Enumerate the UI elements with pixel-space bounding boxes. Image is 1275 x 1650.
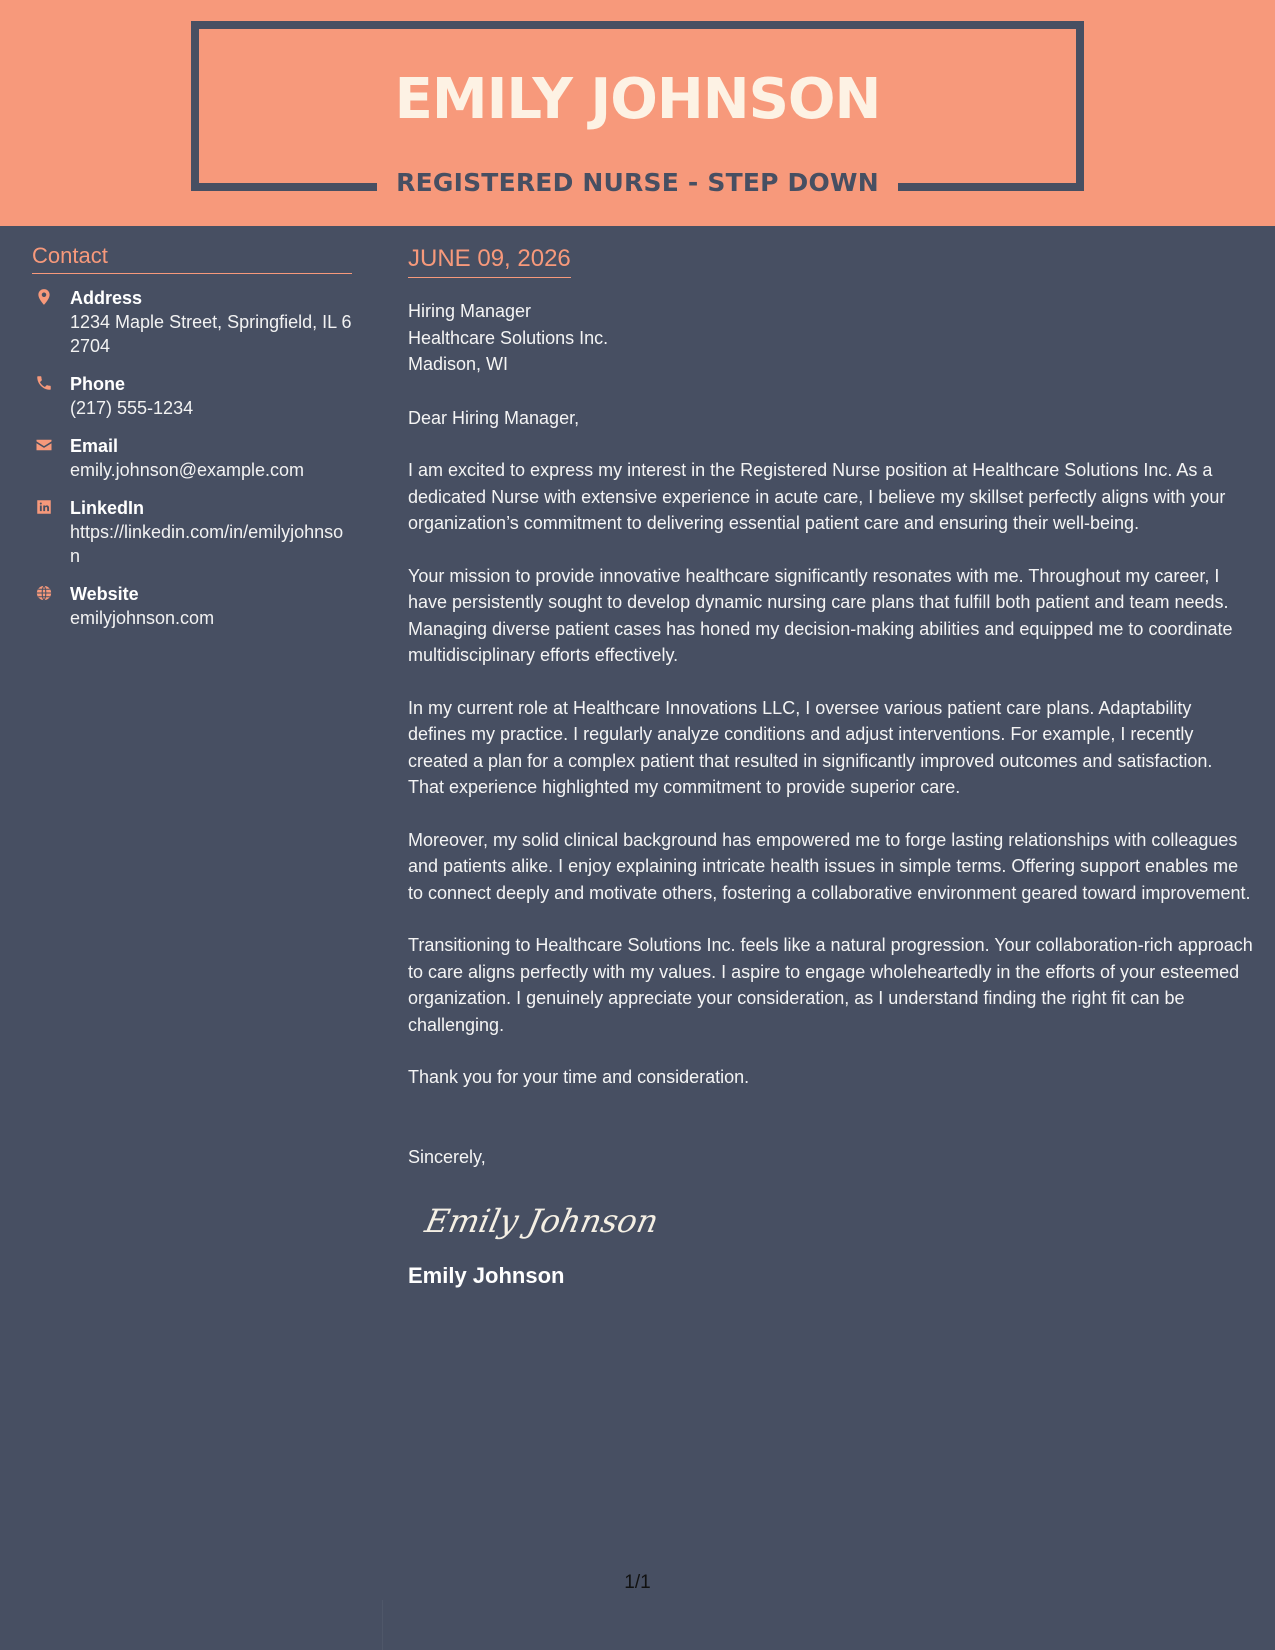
- header-banner: [0, 0, 1275, 226]
- letter-paragraph: I am excited to express my interest in the Registered Nurse position at Healthcare Solutions Inc. As a dedicated Nurse with extensive experience in acute care, I believe my skillset perfectly aligns with your organization’s commitment to delivering essential patient care and ensuring their well-being.: [408, 460, 1226, 533]
- recipient-block: [408, 298, 1253, 378]
- contact-list: [32, 286, 352, 630]
- website-label: Website: [70, 584, 139, 604]
- email-label: Email: [70, 436, 119, 456]
- contact-item-email: [32, 434, 352, 482]
- recipient-name: Hiring Manager: [408, 301, 532, 321]
- phone-value[interactable]: (217) 555-1234: [70, 398, 194, 418]
- map-pin-icon: [32, 286, 70, 358]
- header-frame-bottom-right: [898, 183, 1084, 191]
- linkedin-value[interactable]: https://linkedin.com/in/emilyjohnson: [70, 522, 344, 566]
- letter-body: [408, 243, 1253, 1291]
- recipient-company: Healthcare Solutions Inc.: [408, 327, 609, 348]
- header-frame-bottom-left: [191, 183, 377, 191]
- globe-icon: [32, 582, 70, 630]
- letter-paragraph: Thank you for your time and consideration.: [408, 1067, 750, 1087]
- applicant-name: EMILY JOHNSON: [394, 67, 881, 132]
- letter-paragraph: Transitioning to Healthcare Solutions Inc. feels like a natural progression. Your collaboration-rich approach to care aligns perfectly with my values. I aspire to engage wholeheartedly in the efforts of your esteemed organization. I genuinely appreciate your consideration, as I understand finding the right fit can be challenging.: [408, 935, 1253, 1035]
- letter-paragraph: Moreover, my solid clinical background has empowered me to forge lasting relationships with colleagues and patients alike. I enjoy explaining intricate health issues in simple terms. Offering support enables me to connect deeply and motivate others, fostering a collaborative environment geared toward improvement.: [408, 829, 1251, 903]
- address-value: 1234 Maple Street, Springfield, IL 62704: [70, 312, 352, 356]
- salutation: Dear Hiring Manager,: [408, 407, 580, 428]
- phone-label: Phone: [70, 374, 126, 394]
- signer-name: Emily Johnson: [408, 1263, 565, 1288]
- linkedin-icon: [32, 496, 70, 568]
- envelope-icon: [32, 434, 70, 482]
- contact-item-phone: [32, 372, 352, 420]
- svg-text:Emily Johnson: Emily Johnson: [422, 1202, 662, 1240]
- email-value[interactable]: emily.johnson@example.com: [70, 460, 305, 480]
- letter-paragraph: In my current role at Healthcare Innovations LLC, I oversee various patient care plans. Adaptability defines my practice. I regularly analyze conditions and adjust interventions. For example, I recently created a plan for a complex patient that resulted in significantly improved outcomes and satisfaction. That experience highlighted my commitment to provide superior care.: [408, 697, 1213, 797]
- phone-icon: [32, 372, 70, 420]
- letter-date: JUNE 09, 2026: [408, 243, 571, 278]
- signature-image: [422, 1192, 662, 1248]
- contact-sidebar: [32, 243, 352, 644]
- contact-item-website: [32, 582, 352, 630]
- page-number: 1/1: [624, 1572, 651, 1593]
- contact-heading: Contact: [32, 243, 352, 274]
- closing: Sincerely,: [408, 1146, 486, 1167]
- website-value[interactable]: emilyjohnson.com: [70, 608, 215, 628]
- contact-item-linkedin: [32, 496, 352, 568]
- column-divider: [382, 1600, 383, 1650]
- contact-item-address: [32, 286, 352, 358]
- letter-paragraph: Your mission to provide innovative healthcare significantly resonates with me. Throughout my career, I have persistently sought to develop dynamic nursing care plans that fulfill both patient and team needs. Managing diverse patient cases has honed my decision-making abilities and equipped me to coordinate multidisciplinary efforts effectively.: [408, 565, 1233, 665]
- recipient-location: Madison, WI: [408, 354, 509, 374]
- linkedin-label: LinkedIn: [70, 498, 145, 518]
- job-title: REGISTERED NURSE - STEP DOWN: [396, 168, 879, 197]
- address-label: Address: [70, 288, 143, 308]
